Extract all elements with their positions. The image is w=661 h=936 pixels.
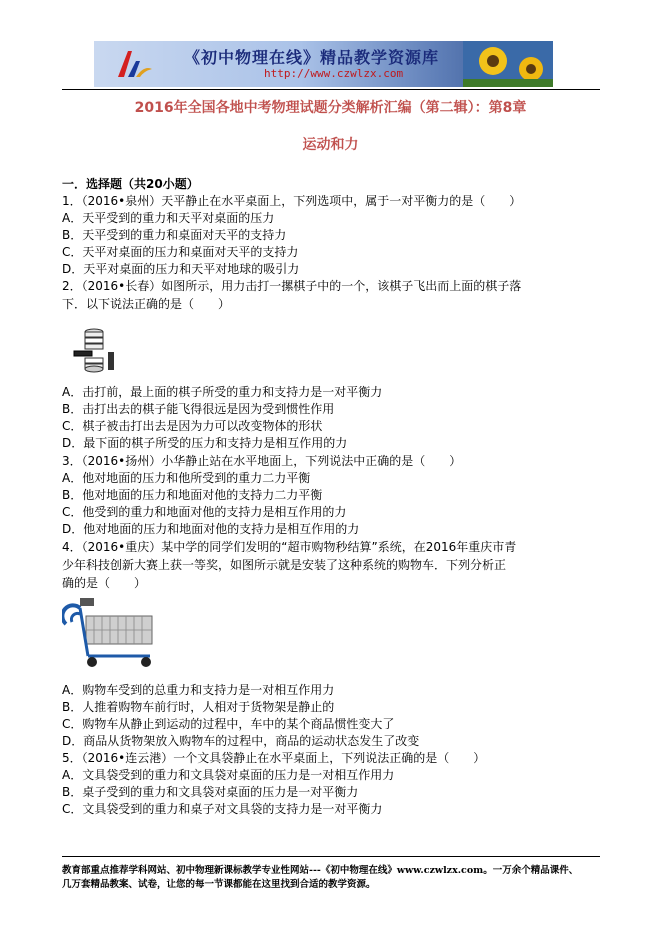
q1-option-b: B．天平受到的重力和桌面对天平的支持力 <box>62 228 287 242</box>
section-heading: 一．选择题（共20小题） <box>62 177 199 191</box>
shopping-cart-figure-icon <box>62 594 158 670</box>
q4-option-d: D．商品从货物架放入购物车的过程中，商品的运动状态发生了改变 <box>62 734 420 748</box>
q2-option-a: A．击打前，最上面的棋子所受的重力和支持力是一对平衡力 <box>62 385 383 399</box>
q3-option-d: D．他对地面的压力和地面对他的支持力是相互作用的力 <box>62 522 360 536</box>
banner-url[interactable]: http://www.czwlzx.com <box>264 67 404 80</box>
q4-stem-cont: 少年科技创新大赛上获一等奖，如图所示就是安装了这种系统的购物车．下列分析正 <box>62 558 507 572</box>
page-subtitle: 运动和力 <box>302 137 359 153</box>
footer-line-2: 几万套精品教案、试卷，让您的每一节课都能在这里找到合适的教学资源。 <box>62 879 376 890</box>
q4-option-c: C．购物车从静止到运动的过程中，车中的某个商品惯性变大了 <box>62 717 395 731</box>
footer-line-1: 教育部重点推荐学科网站、初中物理新课标教学专业性网站---《初中物理在线》www.czwlzx.com。一万余个精品课件、 <box>62 865 579 876</box>
q1-option-d: D．天平对桌面的压力和天平对地球的吸引力 <box>62 262 300 276</box>
q4-option-b: B．人推着购物车前行时，人相对于货物架是静止的 <box>62 700 335 714</box>
q5-stem: 5．（2016•连云港）一个文具袋静止在水平桌面上，下列说法正确的是（ ） <box>62 751 486 765</box>
q4-stem-cont2: 确的是（ ） <box>62 576 147 590</box>
site-logo-icon <box>114 47 154 81</box>
q5-option-b: B．桌子受到的重力和文具袋对桌面的压力是一对平衡力 <box>62 785 359 799</box>
q3-option-c: C．他受到的重力和地面对他的支持力是相互作用的力 <box>62 505 347 519</box>
page-title: 2016年全国各地中考物理试题分类解析汇编（第二辑）：第8章 <box>134 100 527 116</box>
q5-option-c: C．文具袋受到的重力和桌子对文具袋的支持力是一对平衡力 <box>62 802 383 816</box>
header-rule <box>62 89 600 90</box>
q1-stem: 1．（2016•泉州）天平静止在水平桌面上，下列选项中，属于一对平衡力的是（ ） <box>62 194 522 208</box>
q2-stem: 2．（2016•长春）如图所示，用力击打一摞棋子中的一个，该棋子飞出而上面的棋子落 <box>62 279 522 293</box>
q3-option-b: B．他对地面的压力和地面对他的支持力二力平衡 <box>62 488 323 502</box>
q2-option-b: B．击打出去的棋子能飞得很远是因为受到惯性作用 <box>62 402 335 416</box>
q1-option-a: A．天平受到的重力和天平对桌面的压力 <box>62 211 275 225</box>
q4-stem: 4．（2016•重庆）某中学的同学们发明的“超市购物秒结算”系统，在2016年重庆市青 <box>62 540 517 554</box>
q1-option-c: C．天平对桌面的压力和桌面对天平的支持力 <box>62 245 299 259</box>
header-banner <box>94 41 553 87</box>
q3-option-a: A．他对地面的压力和他所受到的重力二力平衡 <box>62 471 311 485</box>
q4-option-a: A．购物车受到的总重力和支持力是一对相互作用力 <box>62 683 335 697</box>
q5-option-a: A．文具袋受到的重力和文具袋对桌面的压力是一对相互作用力 <box>62 768 395 782</box>
q3-stem: 3．（2016•扬州）小华静止站在水平地面上，下列说法中正确的是（ ） <box>62 454 462 468</box>
q2-option-c: C．棋子被击打出去是因为力可以改变物体的形状 <box>62 419 323 433</box>
banner-title: 《初中物理在线》精品教学资源库 <box>184 48 440 67</box>
sunflower-image-icon <box>463 41 553 87</box>
footer-rule <box>62 856 600 857</box>
q2-option-d: D．最下面的棋子所受的压力和支持力是相互作用的力 <box>62 436 348 450</box>
q2-stem-cont: 下．以下说法正确的是（ ） <box>62 297 231 311</box>
chess-stack-figure-icon <box>72 322 122 374</box>
